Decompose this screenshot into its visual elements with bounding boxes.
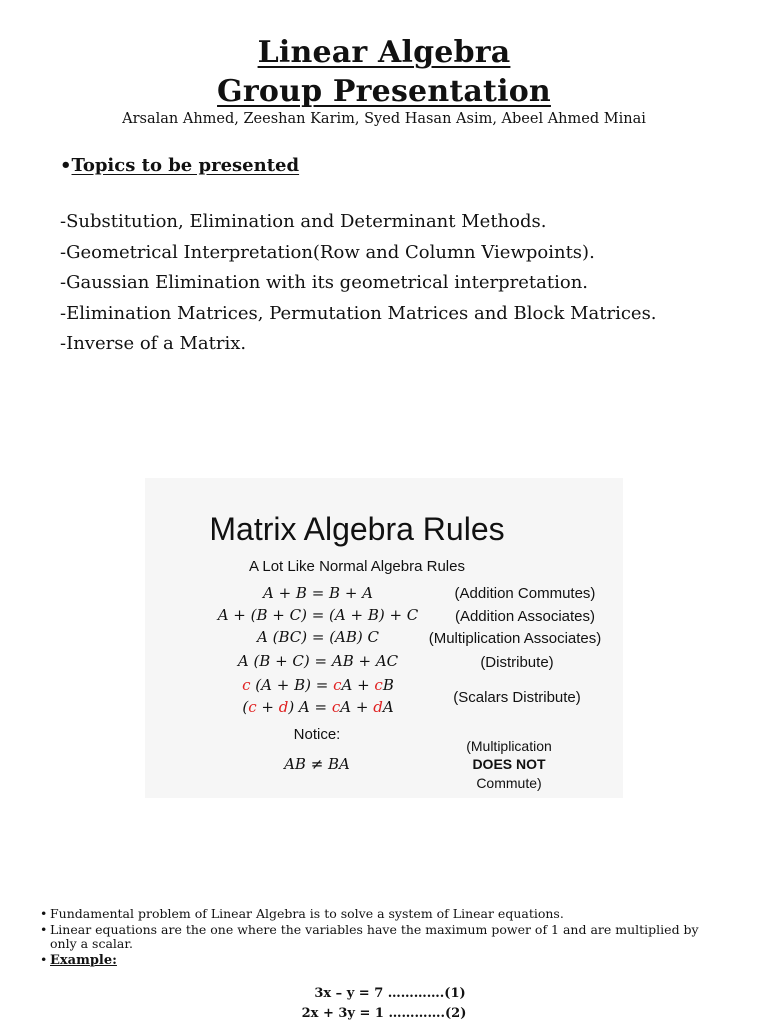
title-line-1: Linear Algebra <box>257 35 511 70</box>
rule-label: (Distribute) <box>480 654 554 671</box>
rule-formula: A (BC) = (AB) C <box>257 628 379 646</box>
bullet-icon: • <box>40 922 48 937</box>
rule-label: (Multiplication Associates) <box>428 630 602 647</box>
scalar-symbol: d <box>373 698 383 716</box>
topic-item: -Substitution, Elimination and Determinant Methods. <box>60 211 547 232</box>
equation-2: 2x + 3y = 1 ………….(2) <box>301 1006 467 1021</box>
scalar-symbol: d <box>278 698 289 716</box>
scalar-symbol: c <box>374 676 383 694</box>
rules-subtitle: A Lot Like Normal Algebra Rules <box>249 558 465 575</box>
scalar-symbol: c <box>331 698 341 716</box>
rule-formula: A + B = B + A <box>262 584 374 602</box>
notice-formula: AB ≠ BA <box>284 755 350 773</box>
rule-label: (Scalars Distribute) <box>453 689 581 706</box>
topics-heading-text: Topics to be presented <box>71 155 300 176</box>
notice-note-line1: (Multiplication <box>466 738 552 754</box>
matrix-rules-graphic <box>145 478 623 798</box>
topic-item: -Inverse of a Matrix. <box>60 333 247 354</box>
scalar-symbol: c <box>248 698 257 716</box>
notice-label: Notice: <box>293 726 341 743</box>
example-label: Example: <box>50 953 117 968</box>
rule-formula-scalar: c (A + B) = cA + cB <box>242 676 394 694</box>
rule-formula-scalar: (c + d) A = cA + dA <box>242 698 394 716</box>
bullet-icon: • <box>60 155 72 176</box>
note-text: Fundamental problem of Linear Algebra is to solve a system of Linear equations. <box>50 906 564 921</box>
notice-note-line2: DOES NOT <box>472 756 546 772</box>
topic-item: -Geometrical Interpretation(Row and Column Viewpoints). <box>60 241 595 263</box>
scalar-symbol: c <box>333 676 342 694</box>
bullet-icon: • <box>40 906 48 921</box>
list-item <box>40 923 720 951</box>
rule-label: (Addition Commutes) <box>454 585 596 602</box>
scalar-symbol: c <box>242 676 251 694</box>
topic-item: -Elimination Matrices, Permutation Matrices and Block Matrices. <box>60 302 657 324</box>
topics-heading <box>60 155 299 176</box>
bullet-icon: • <box>40 952 48 967</box>
list-item <box>40 953 720 968</box>
notice-note-line3: Commute) <box>476 775 542 791</box>
title-line-2: Group Presentation <box>217 74 551 109</box>
note-text: Linear equations are the one where the variables have the maximum power of 1 and are multiplied by only a scalar. <box>50 922 699 951</box>
list-item <box>40 907 720 921</box>
topic-item: -Gaussian Elimination with its geometrical interpretation. <box>60 272 589 293</box>
authors: Arsalan Ahmed, Zeeshan Karim, Syed Hasan Asim, Abeel Ahmed Minai <box>122 111 646 127</box>
matrix-rules-image <box>145 478 623 798</box>
rule-formula: A (B + C) = AB + AC <box>237 652 399 670</box>
notes-list <box>40 907 720 970</box>
equation-1: 3x – y = 7 ………….(1) <box>314 986 466 1001</box>
topic-list <box>60 207 657 360</box>
rules-title: Matrix Algebra Rules <box>209 511 505 547</box>
rule-label: (Addition Associates) <box>454 608 596 625</box>
rule-formula: A + (B + C) = (A + B) + C <box>217 606 419 624</box>
